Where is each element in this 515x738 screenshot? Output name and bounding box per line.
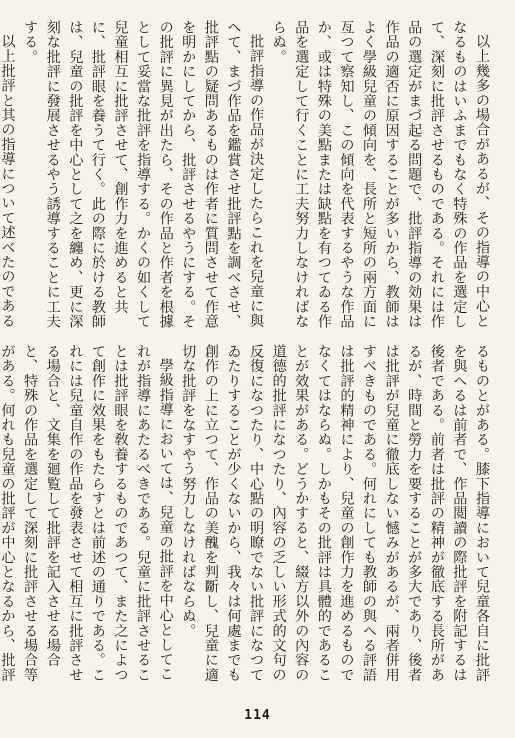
paragraph: 學級指導においては、兒童の批評を中心としてこれが指導にあたるべきである。兒童に批評させることは批評眼を敎養するものであつて、また之によつて創作に效果をもたらすとは前述の通りである。これには兒童自作の作品を發表させて相互に批評させる場合と、文集を廻覧して批評を記入させる場合と、特殊の作品を選定して深刻に批評させる場合等がある。何れも兒童の批評が中心となるから、批評 — [0, 344, 174, 683]
upper-text-block — [0, 20, 493, 338]
paragraph: 以上批評と其の指導について述べたのである — [0, 34, 16, 329]
page-number: 114 — [244, 708, 271, 723]
paragraph: るものとがある。膝下指導において兒童各自に批評を與へるは前者で、作品閲讀の際批評を附記するは後者である。前者は批評の精神が徹底する長所があるが、時間と勞力を要することが多大であり、後者は批評が兒童に徹底しない憾みがあるが、兩者併用すべきものである。何れにしても教師の與へる評語は批評的精神により、兒童の創作力を進めるものでなくてはならぬ。しかもその批評は具體的であることが效果がある。どうかすると、綴方以外の內容の道德的批評になつたり、內容の乏しい形式的文句の反復になつたり、中心點の明瞭でない批評になつてゐたりすることが少くないから、我々は何處までも創作の上に立つて、作品の美醜を判斷し、兒童に適切な批評をなすやう努力しなければならぬ。 — [180, 344, 490, 683]
paragraph: 批評指導の作品が決定したらこれを兒童に與へて、まづ作品を鑑賞させ批評點を調べさせ、批評點の疑問あるものは作者に質問させて作意を明かにしてから、批評させるやうにする。その批評に異見が出たら、その作品と作者を根據として妥當な批評を指導する。かくの如くして兒童相互に批評させて、創作力を進めると共に、批評眼を養うて行く。此の際に於ける教師は、兒童の批評を中心として之を纏め、更に深刻な批評に發展させるやう誘導することに工夫する。 — [22, 20, 265, 329]
lower-text-block — [0, 344, 493, 696]
paragraph: 以上幾多の場合があるが、その指導の中心となるものはいふまでもなく特殊の作品を選定して、深刻に批評させるものである。それには作品の選定がまづ起る問題で、批評指導の効果は作品の適否に原因することが多いから、教師はよく學級兒童の傾向を、長所と短所の兩方面に亙つて察知し、この傾向を代表するやうな作品か、或は特殊の美點または缺點を有つてゐる作品を選定して行くことに工夫努力しなければならぬ。 — [270, 20, 490, 329]
